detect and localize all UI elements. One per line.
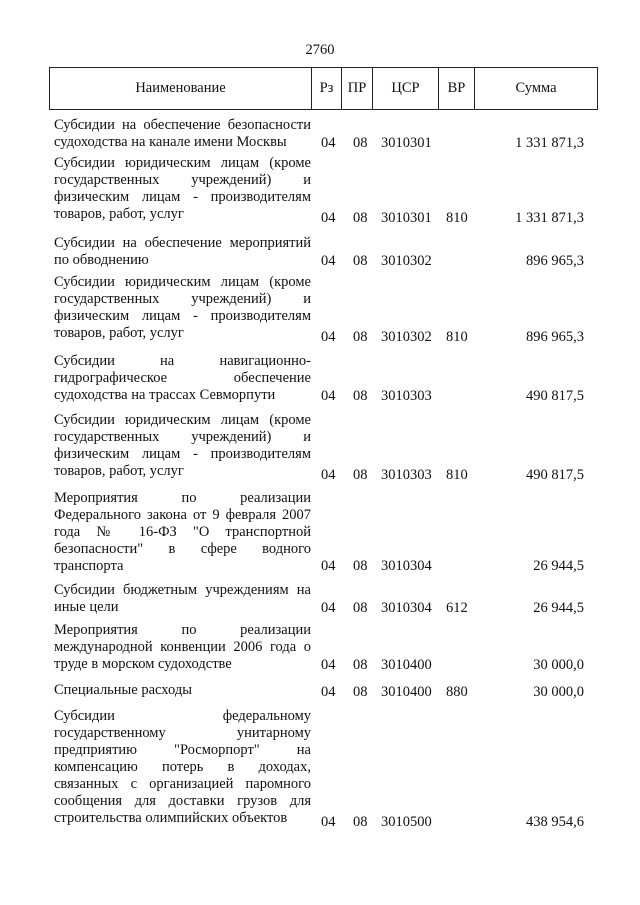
row-sum: 896 965,3 (526, 253, 584, 269)
header-csr: ЦСР (373, 68, 439, 109)
row-csr: 3010500 (381, 814, 432, 830)
row-name: Субсидии федеральному государственному унитарному предприятию "Росморпорт" на компенсацию потерь в доходах, связанных с организацией паромного сообщения для доставки грузов для строительства олимпийских объектов (54, 708, 311, 826)
row-rz: 04 (321, 814, 336, 830)
row-sum: 30 000,0 (533, 657, 584, 673)
header-rz: Рз (312, 68, 342, 109)
row-rz: 04 (321, 329, 336, 345)
row-csr: 3010303 (381, 467, 432, 483)
row-pr: 08 (353, 684, 368, 700)
row-sum: 26 944,5 (533, 600, 584, 616)
row-sum: 490 817,5 (526, 467, 584, 483)
row-rz: 04 (321, 558, 336, 574)
row-name: Мероприятия по реализации Федерального закона от 9 февраля 2007 года № 16-ФЗ "О транспортной безопасности" в сфере водного транспорта (54, 490, 311, 574)
row-pr: 08 (353, 210, 368, 226)
row-sum: 1 331 871,3 (515, 135, 584, 151)
row-sum: 438 954,6 (526, 814, 584, 830)
row-pr: 08 (353, 814, 368, 830)
row-rz: 04 (321, 600, 336, 616)
row-pr: 08 (353, 600, 368, 616)
row-pr: 08 (353, 253, 368, 269)
row-csr: 3010400 (381, 684, 432, 700)
row-csr: 3010400 (381, 657, 432, 673)
row-rz: 04 (321, 210, 336, 226)
row-pr: 08 (353, 329, 368, 345)
row-name: Субсидии на обеспечение безопасности судоходства на канале имени Москвы (54, 117, 311, 150)
row-sum: 490 817,5 (526, 388, 584, 404)
row-sum: 26 944,5 (533, 558, 584, 574)
table-row (0, 622, 640, 674)
table-row (0, 582, 640, 617)
row-rz: 04 (321, 135, 336, 151)
table-header (49, 67, 598, 110)
row-rz: 04 (321, 657, 336, 673)
header-name: Наименование (50, 68, 312, 109)
row-csr: 3010304 (381, 600, 432, 616)
row-name: Субсидии бюджетным учреждениям на иные цели (54, 582, 311, 615)
row-csr: 3010301 (381, 135, 432, 151)
page-number: 2760 (305, 42, 335, 58)
row-sum: 1 331 871,3 (515, 210, 584, 226)
header-pr: ПР (342, 68, 373, 109)
row-vr: 810 (446, 467, 468, 483)
row-rz: 04 (321, 684, 336, 700)
table-row (0, 682, 640, 701)
row-csr: 3010301 (381, 210, 432, 226)
row-name: Субсидии юридическим лицам (кроме государственных учреждений) и физическим лицам - производителям товаров, работ, услуг (54, 412, 311, 479)
row-sum: 896 965,3 (526, 329, 584, 345)
row-vr: 880 (446, 684, 468, 700)
row-csr: 3010302 (381, 329, 432, 345)
row-pr: 08 (353, 135, 368, 151)
row-rz: 04 (321, 467, 336, 483)
table-row (0, 117, 640, 152)
row-csr: 3010304 (381, 558, 432, 574)
row-pr: 08 (353, 388, 368, 404)
header-sum: Сумма (515, 80, 557, 96)
table-row (0, 708, 640, 831)
row-vr: 810 (446, 329, 468, 345)
row-pr: 08 (353, 467, 368, 483)
table-row (0, 353, 640, 405)
header-vr: ВР (439, 68, 475, 109)
row-name: Мероприятия по реализации международной конвенции 2006 года о труде в морском судоходстве (54, 622, 311, 672)
table-row (0, 274, 640, 346)
row-name: Субсидии на навигационно-гидрографическое обеспечение судоходства на трассах Севморпути (54, 353, 311, 403)
table-row (0, 490, 640, 575)
table-row (0, 235, 640, 270)
row-vr: 612 (446, 600, 468, 616)
row-vr: 810 (446, 210, 468, 226)
row-rz: 04 (321, 388, 336, 404)
table-row (0, 412, 640, 484)
row-pr: 08 (353, 657, 368, 673)
row-csr: 3010303 (381, 388, 432, 404)
row-sum: 30 000,0 (533, 684, 584, 700)
row-name: Специальные расходы (54, 682, 192, 698)
row-name: Субсидии юридическим лицам (кроме государственных учреждений) и физическим лицам - производителям товаров, работ, услуг (54, 274, 311, 341)
row-csr: 3010302 (381, 253, 432, 269)
row-name: Субсидии на обеспечение мероприятий по обводнению (54, 235, 311, 268)
row-pr: 08 (353, 558, 368, 574)
row-rz: 04 (321, 253, 336, 269)
row-name: Субсидии юридическим лицам (кроме государственных учреждений) и физическим лицам - производителям товаров, работ, услуг (54, 155, 311, 222)
table-row (0, 155, 640, 227)
